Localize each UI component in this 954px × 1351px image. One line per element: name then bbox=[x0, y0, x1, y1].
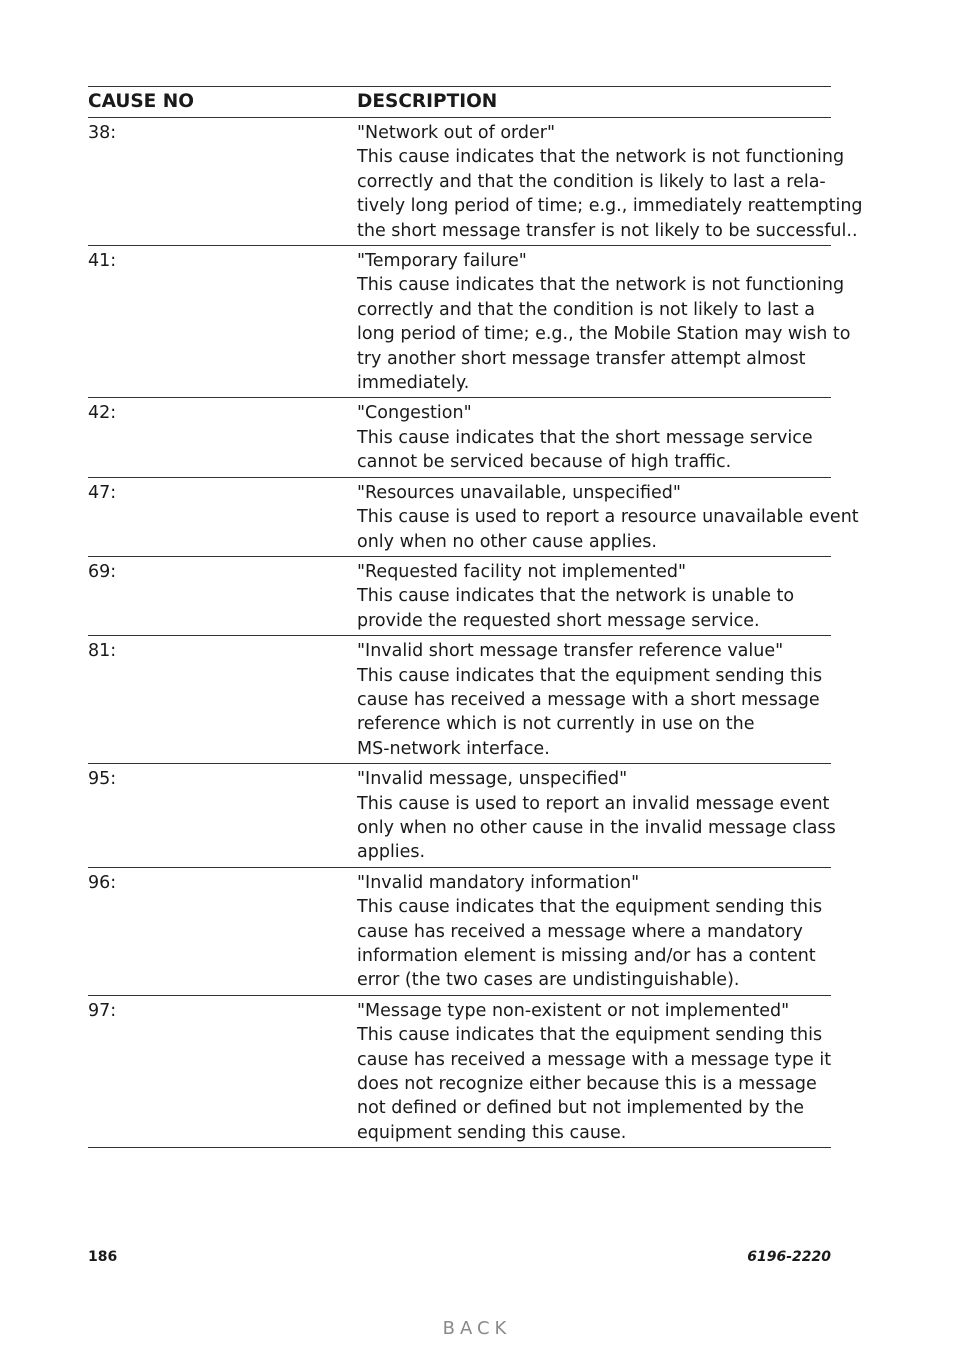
cause-text-line: information element is missing and/or has a content bbox=[357, 946, 816, 966]
table-row bbox=[88, 478, 859, 557]
table-row bbox=[88, 118, 863, 246]
cause-text-line: correctly and that the condition is not likely to last a bbox=[357, 299, 815, 320]
cause-text-line: applies. bbox=[357, 842, 426, 863]
table-row bbox=[88, 557, 831, 636]
back-link[interactable]: BACK bbox=[442, 1318, 512, 1339]
cause-title: "Invalid message, unspecified" bbox=[357, 769, 628, 790]
cause-number: 47: bbox=[88, 482, 117, 503]
table-row bbox=[88, 996, 831, 1148]
cause-title: "Congestion" bbox=[357, 403, 472, 424]
cause-text-line: tively long period of time; e.g., immediately reattempting bbox=[357, 196, 863, 217]
cause-text-line: equipment sending this cause. bbox=[357, 1122, 627, 1143]
cause-text-line: cause has received a message with a short message bbox=[357, 689, 820, 710]
cause-title: "Network out of order" bbox=[357, 123, 556, 143]
cause-number: 41: bbox=[88, 251, 117, 272]
cause-text-line: long period of time; e.g., the Mobile Station may wish to bbox=[357, 324, 851, 345]
cause-number: 69: bbox=[88, 561, 117, 582]
table-body bbox=[88, 118, 863, 1148]
document-code: 6196-2220 bbox=[747, 1249, 831, 1265]
cause-text-line: MS-network interface. bbox=[357, 738, 550, 759]
cause-text-line: not defined or defined but not implemented by the bbox=[357, 1098, 804, 1119]
cause-text-line: cause has received a message where a mandatory bbox=[357, 921, 803, 942]
cause-text-line: This cause indicates that the network is unable to bbox=[357, 586, 795, 607]
page-number: 186 bbox=[88, 1249, 118, 1265]
table-row bbox=[88, 636, 831, 764]
cause-description bbox=[357, 560, 831, 633]
cause-description bbox=[357, 121, 863, 243]
table-row bbox=[88, 868, 831, 996]
cause-text-line: This cause indicates that the equipment sending this bbox=[357, 665, 823, 686]
cause-text-line: This cause indicates that the network is not functioning bbox=[357, 147, 845, 168]
cause-title: "Message type non-existent or not implemented" bbox=[357, 1000, 790, 1021]
cause-text-line: cause has received a message with a message type it bbox=[357, 1049, 832, 1070]
table-row bbox=[88, 398, 831, 477]
cause-number: 95: bbox=[88, 769, 117, 790]
cause-description bbox=[357, 481, 859, 554]
cause-text-line: does not recognize either because this is a message bbox=[357, 1074, 817, 1095]
cause-text-line: cannot be serviced because of high traffic. bbox=[357, 452, 732, 473]
cause-text-line: only when no other cause in the invalid message class bbox=[357, 817, 836, 838]
cause-text-line: provide the requested short message service. bbox=[357, 610, 760, 631]
cause-text-line: This cause indicates that the short message service bbox=[357, 427, 813, 448]
cause-description bbox=[357, 767, 836, 865]
cause-text-line: correctly and that the condition is likely to last a rela- bbox=[357, 171, 826, 192]
cause-title: "Requested facility not implemented" bbox=[357, 561, 687, 582]
cause-text-line: This cause is used to report an invalid message event bbox=[357, 793, 830, 814]
cause-title: "Resources unavailable, unspecified" bbox=[357, 482, 681, 503]
cause-text-line: This cause indicates that the equipment sending this bbox=[357, 897, 823, 918]
cause-number: 81: bbox=[88, 641, 117, 662]
cause-text-line: try another short message transfer attempt almost bbox=[357, 348, 806, 369]
cause-number: 97: bbox=[88, 1000, 117, 1021]
cause-text-line: This cause indicates that the network is not functioning bbox=[357, 275, 845, 296]
cause-description bbox=[357, 401, 831, 474]
cause-number: 96: bbox=[88, 872, 117, 893]
cause-text-line: reference which is not currently in use on the bbox=[357, 714, 755, 735]
cause-text-line: This cause indicates that the equipment sending this bbox=[357, 1025, 823, 1046]
cause-title: "Invalid mandatory information" bbox=[357, 872, 640, 893]
cause-text-line: immediately. bbox=[357, 373, 470, 394]
header-description: DESCRIPTION bbox=[357, 91, 498, 112]
cause-description bbox=[357, 249, 851, 395]
table-header bbox=[88, 87, 831, 118]
header-cause-no: CAUSE NO bbox=[88, 91, 194, 112]
cause-text-line: error (the two cases are undistinguishable). bbox=[357, 970, 740, 991]
cause-text-line: This cause is used to report a resource unavailable event bbox=[357, 507, 859, 528]
cause-number: 38: bbox=[88, 123, 117, 143]
cause-number: 42: bbox=[88, 403, 117, 424]
table-row bbox=[88, 764, 836, 868]
cause-title: "Temporary failure" bbox=[357, 251, 527, 272]
cause-text-line: only when no other cause applies. bbox=[357, 531, 657, 552]
cause-text-line: the short message transfer is not likely to be successful.. bbox=[357, 220, 858, 241]
cause-title: "Invalid short message transfer reference value" bbox=[357, 641, 784, 662]
cause-description bbox=[357, 999, 831, 1145]
cause-description bbox=[357, 639, 831, 761]
cause-description bbox=[357, 871, 831, 993]
table-row bbox=[88, 246, 851, 398]
cause-table bbox=[88, 86, 863, 1148]
